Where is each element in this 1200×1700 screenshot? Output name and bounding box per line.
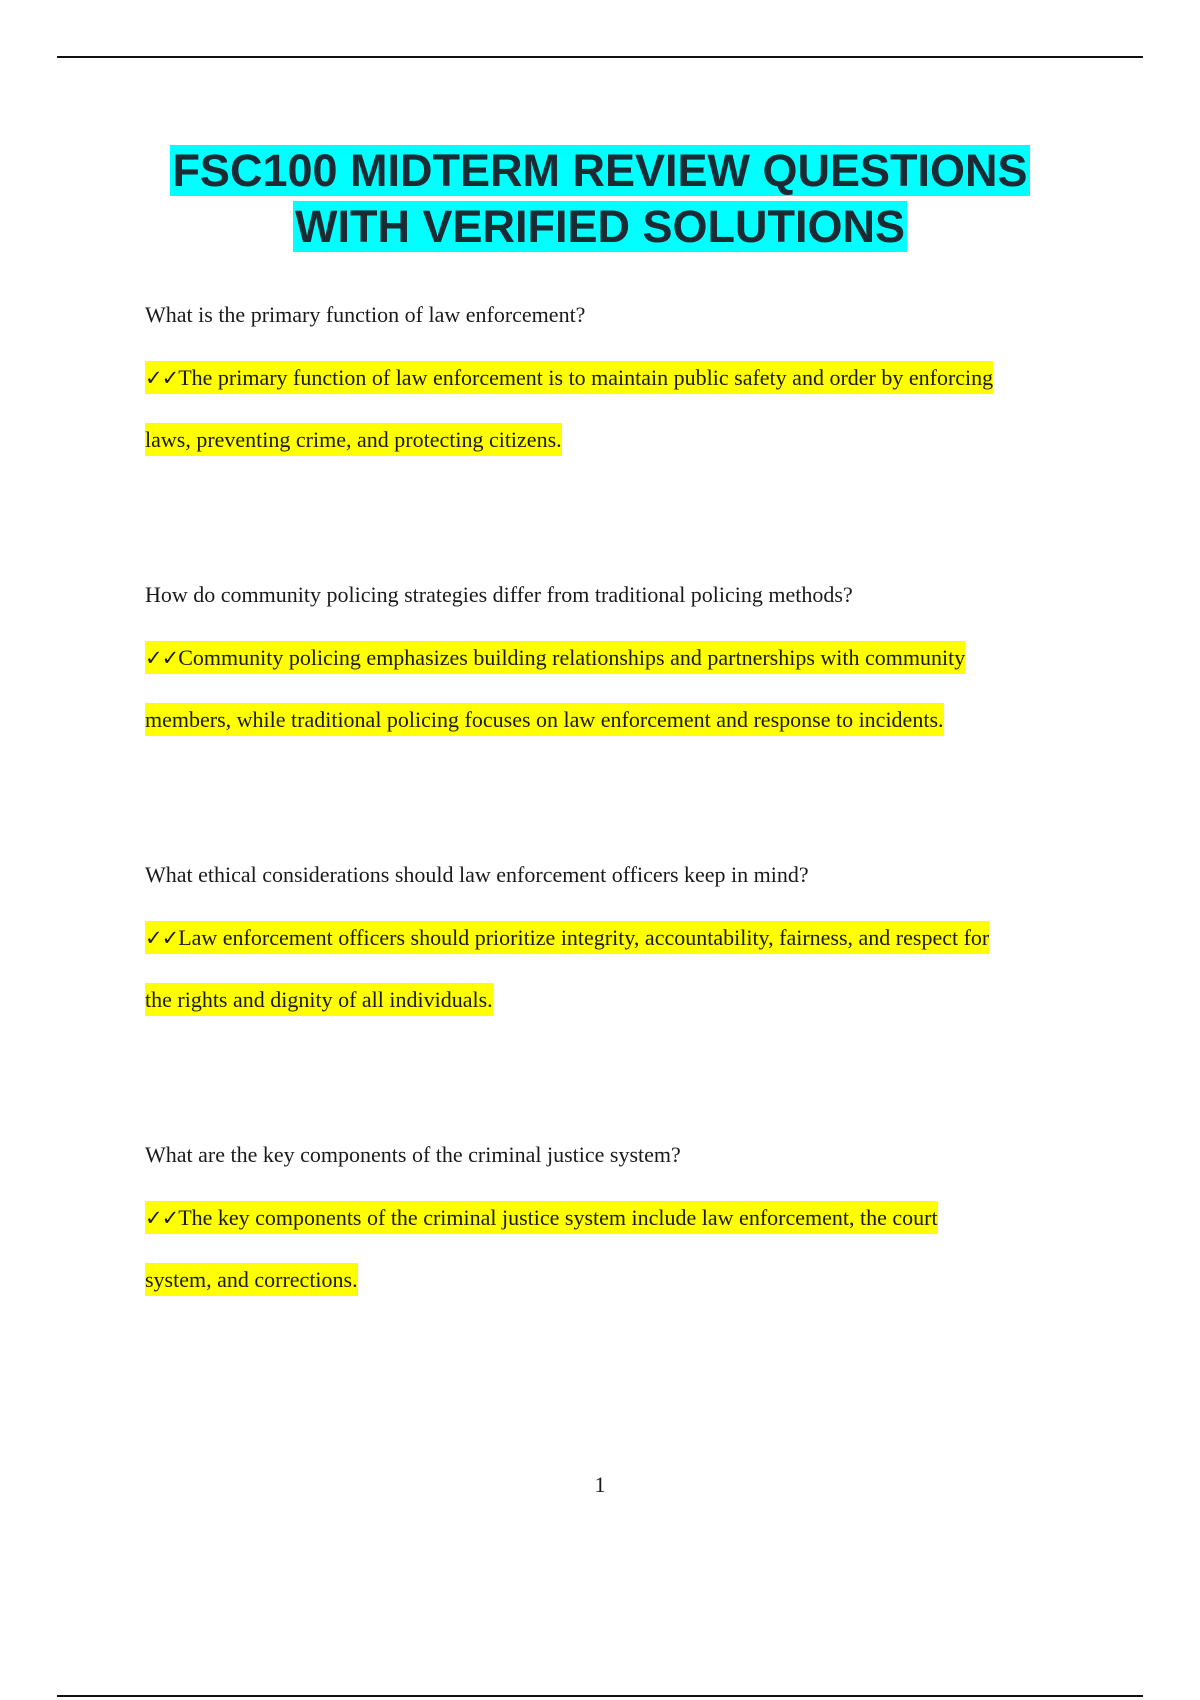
answer-line-1: Law enforcement officers should prioritize integrity, accountability, fairness, and respect for [178,925,990,950]
check-icon: ✓✓ [145,366,179,390]
answer-text [145,907,1085,1030]
check-icon: ✓✓ [145,646,179,670]
answer-text [145,347,1085,470]
answer-line-2: the rights and dignity of all individuals. [145,983,493,1016]
answer-line-1: Community policing emphasizes building relationships and partnerships with community [178,645,966,670]
question-text: How do community policing strategies differ from traditional policing methods? [145,582,853,607]
answer-text [145,1187,1085,1310]
answer-line-2: system, and corrections. [145,1263,358,1296]
bottom-rule [57,1695,1143,1697]
qa-item [145,860,1080,1012]
answer-line-2: members, while traditional policing focuses on law enforcement and response to incidents. [145,703,944,736]
page-number: 1 [594,1472,606,1497]
title-line-2: WITH VERIFIED SOLUTIONS [294,201,905,252]
answer-line-1: The key components of the criminal justice system include law enforcement, the court [178,1205,938,1230]
question-text: What ethical considerations should law enforcement officers keep in mind? [145,862,809,887]
qa-item [145,300,1080,452]
question-text: What are the key components of the criminal justice system? [145,1142,681,1167]
answer-text [145,627,1085,750]
answer-line-1: The primary function of law enforcement is to maintain public safety and order by enforcing [178,365,994,390]
title-line-1: FSC100 MIDTERM REVIEW QUESTIONS [172,145,1028,196]
check-icon: ✓✓ [145,1206,179,1230]
question-text: What is the primary function of law enforcement? [145,302,586,327]
top-rule [57,56,1143,58]
check-icon: ✓✓ [145,926,179,950]
page-title [57,143,1143,255]
qa-item [145,1140,1080,1292]
answer-line-2: laws, preventing crime, and protecting citizens. [145,423,562,456]
qa-item [145,580,1080,732]
